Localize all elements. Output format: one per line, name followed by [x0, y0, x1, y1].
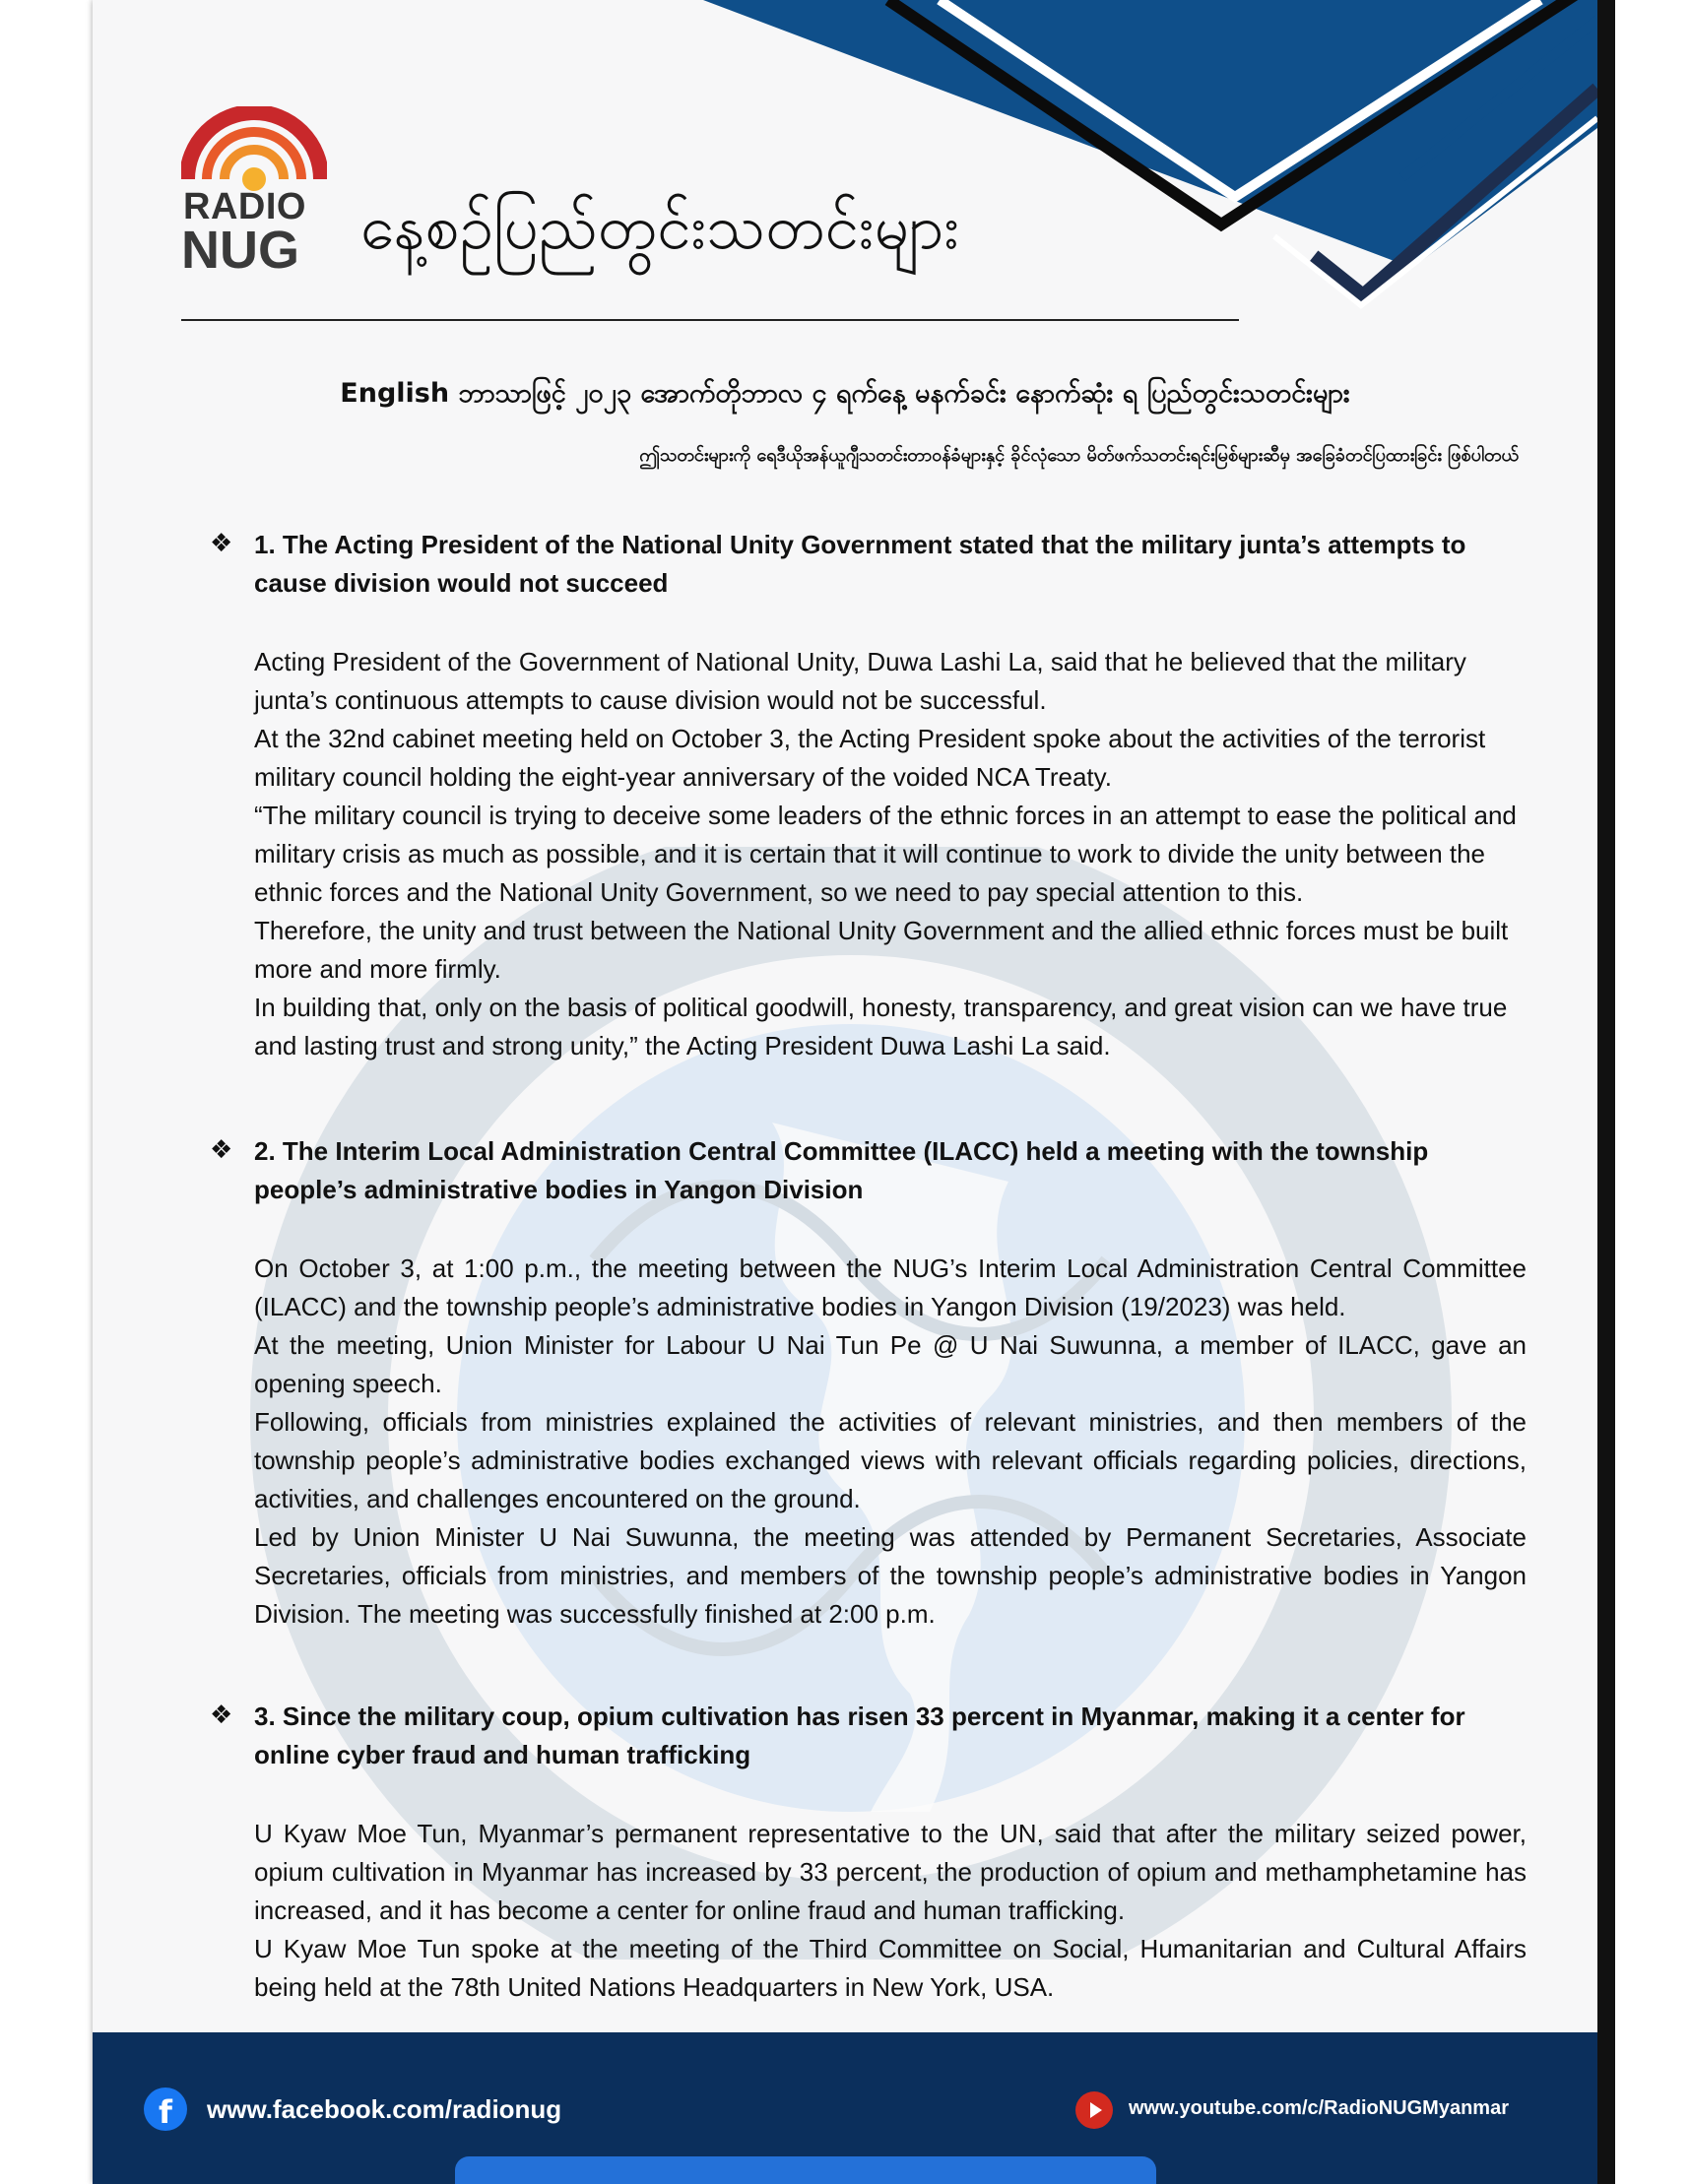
news-paragraph: In building that, only on the basis of political goodwill, honesty, transparency, and great vision can we have true and lasting trust and strong unity,” the Acting President Duwa Lashi La said.	[254, 993, 1508, 1060]
date-subtitle: English ဘာသာဖြင့် ၂၀၂၃ အောက်တိုဘာလ ၄ ရက်နေ့ မနက်ခင်း နောက်ဆုံး ရ ပြည်တွင်းသတင်းများ	[340, 378, 1350, 409]
viewer-edge	[1597, 0, 1615, 2184]
news-paragraph: Led by Union Minister U Nai Suwunna, the meeting was attended by Permanent Secretaries, Associate Secretaries, officials from ministries, and members of the township people’s administrative bodies in Yangon Division. The meeting was successfully finished at 2:00 p.m.	[254, 1522, 1527, 1629]
news-paragraph: On October 3, at 1:00 p.m., the meeting between the NUG’s Interim Local Administration Central Committee (ILACC) and the township people’s administrative bodies in Yangon Division (19/2023) was held.	[254, 1253, 1527, 1321]
news-paragraph: U Kyaw Moe Tun, Myanmar’s permanent representative to the UN, said that after the military seized power, opium cultivation in Myanmar has increased by 33 percent, the production of opium and methamphetamine has increased, and it has become a center for online fraud and human trafficking.	[254, 1819, 1527, 1925]
diamond-bullet-icon: ❖	[210, 1134, 233, 1164]
diamond-bullet-icon: ❖	[210, 1700, 233, 1729]
logo-text-nug: NUG	[181, 221, 299, 280]
logo-text-radio: RADIO	[183, 186, 306, 227]
news-headline: 3. Since the military coup, opium cultivation has risen 33 percent in Myanmar, making it a center for online cyber fraud and human trafficking	[254, 1702, 1465, 1769]
news-item-1	[210, 526, 1527, 1065]
news-headline: 2. The Interim Local Administration Central Committee (ILACC) held a meeting with the township people’s administrative bodies in Yangon Division	[254, 1136, 1429, 1204]
youtube-icon[interactable]	[1075, 2091, 1113, 2129]
news-headline: 1. The Acting President of the National Unity Government stated that the military junta’s attempts to cause division would not succeed	[254, 530, 1466, 598]
title-divider	[181, 319, 1239, 321]
facebook-link[interactable]: www.facebook.com/radionug	[207, 2094, 562, 2124]
youtube-link[interactable]: www.youtube.com/c/RadioNUGMyanmar	[1129, 2097, 1509, 2119]
page-title: နေ့စဉ်ပြည်တွင်းသတင်းများ	[360, 191, 960, 263]
news-paragraph: “The military council is trying to deceive some leaders of the ethnic forces in an attempt to ease the political and military crisis as much as possible, and it is certain that it will continue to work to divide the unity between the ethnic forces and the National Unity Government, so we need to pay special attention to this.	[254, 801, 1517, 907]
news-paragraph: Therefore, the unity and trust between the National Unity Government and the allied ethnic forces must be built more and more firmly.	[254, 916, 1509, 984]
news-sheet	[93, 0, 1597, 2184]
source-note: ဤသတင်းများကို ရေဒီယိုအန်ယူဂျီသတင်းတာဝန်ခံများနှင့် ခိုင်လုံသော မိတ်ဖက်သတင်းရင်းမြစ်များဆီမှ အခြေခံတင်ပြထားခြင်း ဖြစ်ပါတယ်	[639, 445, 1519, 466]
news-paragraph: Acting President of the Government of National Unity, Duwa Lashi La, said that he believed that the military junta’s continuous attempts to cause division would not be successful.	[254, 647, 1466, 715]
diamond-bullet-icon: ❖	[210, 528, 233, 557]
news-paragraph: Following, officials from ministries explained the activities of relevant ministries, and then members of the township people’s administrative bodies exchanged views with relevant officials regarding policies, directions, activities, and challenges encountered on the ground.	[254, 1407, 1527, 1513]
news-item-3	[210, 1698, 1527, 2007]
news-paragraph: U Kyaw Moe Tun spoke at the meeting of the Third Committee on Social, Humanitarian and Cultural Affairs being held at the 78th United Nations Headquarters in New York, USA.	[254, 1934, 1527, 2002]
footer-accent-strip	[455, 2156, 1156, 2184]
news-paragraph: At the 32nd cabinet meeting held on October 3, the Acting President spoke about the activities of the terrorist military council holding the eight-year anniversary of the voided NCA Treaty.	[254, 724, 1486, 792]
news-paragraph: At the meeting, Union Minister for Labour U Nai Tun Pe @ U Nai Suwunna, a member of ILACC, gave an opening speech.	[254, 1330, 1527, 1398]
facebook-icon[interactable]: f	[144, 2088, 187, 2131]
news-item-2	[210, 1132, 1527, 1634]
